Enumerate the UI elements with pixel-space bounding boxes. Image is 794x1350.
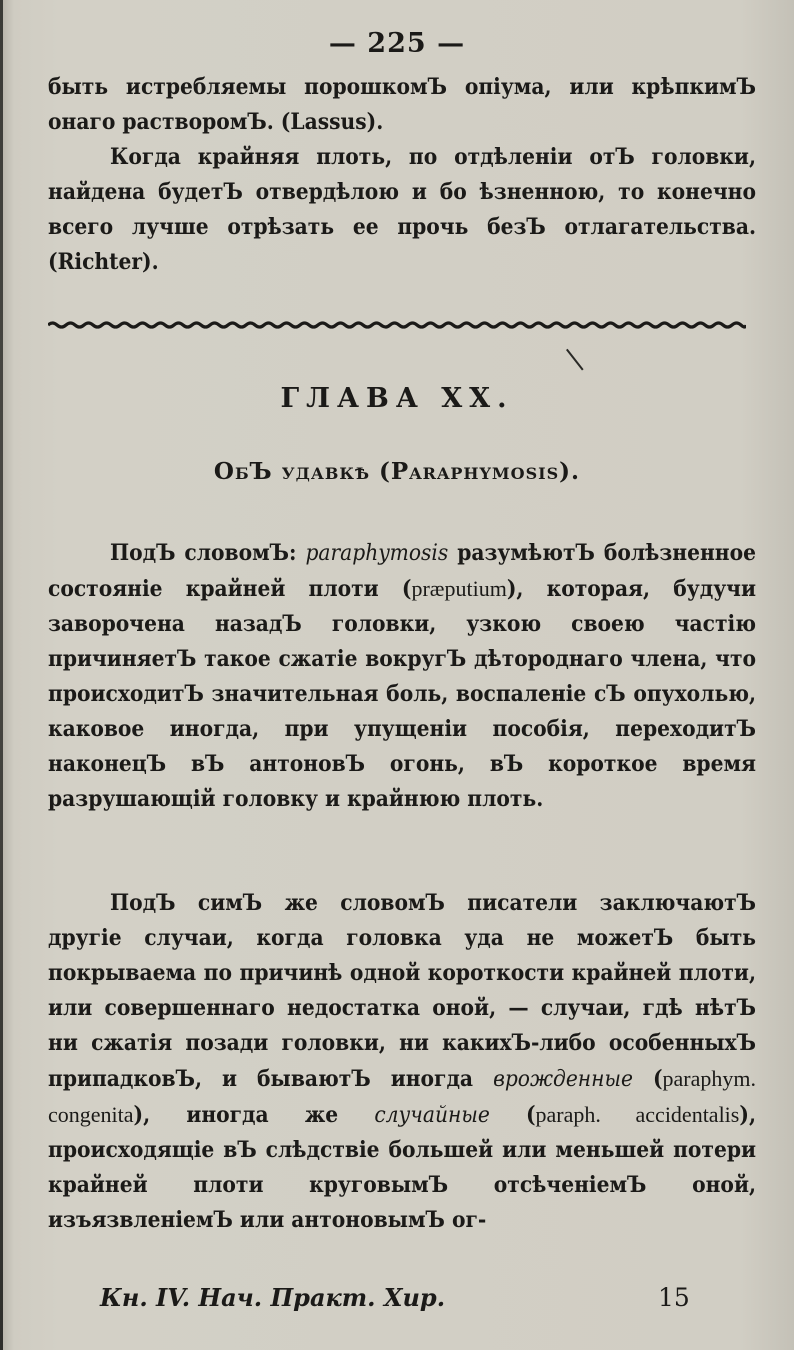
page-number: — 225 — [328,28,466,59]
sheet-number: 15 [658,1283,690,1312]
paragraph-other-cases: ПодЪ симЪ же словомЪ писатели заключаютЪ другіе случаи, когда головка уда не можетЪ быть покрываема по причинѣ одной короткости крайней плоти, или совершеннаго недостатка оной, — случаи, гдѣ нѣтЪ ни сжатія позади головки, ни какихЪ-либо особенныхЪ припадковЪ, и бываютЪ иногда врожденные (paraphym. congenita), иногда же случайные (paraph. accidentalis), происходящіе вЪ слѣдствіе большей или меньшей потери крайней плоти круговымЪ отсѣченіемЪ оной, изъязвленіемЪ или антоновымЪ ог- [48,890,757,1233]
latin-term: præputium [411,576,507,601]
chapter-subtitle: ОбЪ удавкѣ (Paraphymosis). [213,458,581,485]
paragraph-continuation: быть истребляемы порошкомЪ опіума, или крѣпкимЪ онаго растворомЪ. (Lassus). [48,74,756,135]
term-congenital: врожденные [493,1066,633,1092]
latin-congenita: paraphym. congenita [48,1066,757,1127]
term-accidental: случайные [374,1102,490,1128]
paragraph-richter: Когда крайняя плоть, по отдѣленіи отЪ головки, найдена будетЪ отвердѣлою и бо ѣзненною, то конечно всего лучше отрѣзать ее прочь безЪ отлагательства. (Richter). [48,144,756,275]
signature-line: Кн. IV. Нач. Практ. Хир. [100,1283,446,1312]
stray-mark [566,349,584,371]
latin-accidentalis: paraph. accidentalis [535,1102,740,1127]
term-paraphymosis: paraphymosis [305,540,449,566]
ornamental-divider [48,320,746,330]
page-edge [0,0,3,1350]
paragraph-definition: ПодЪ словомЪ: paraphymosis разумѣютЪ болѣзненное состояніе крайней плоти (præputium), которая, будучи заворочена назадЪ головки, узкою своею частію причиняетЪ такое сжатіе вокругЪ дѣтороднаго члена, что происходитЪ значительная боль, воспаленіе сЪ опухолью, каковое иногда, при упущеніи пособія, переходитЪ наконецЪ вЪ антоновЪ огонь, вЪ короткое время разрушающій головку и крайнюю плоть. [48,540,756,812]
chapter-title: ГЛАВА XX. [280,383,514,414]
